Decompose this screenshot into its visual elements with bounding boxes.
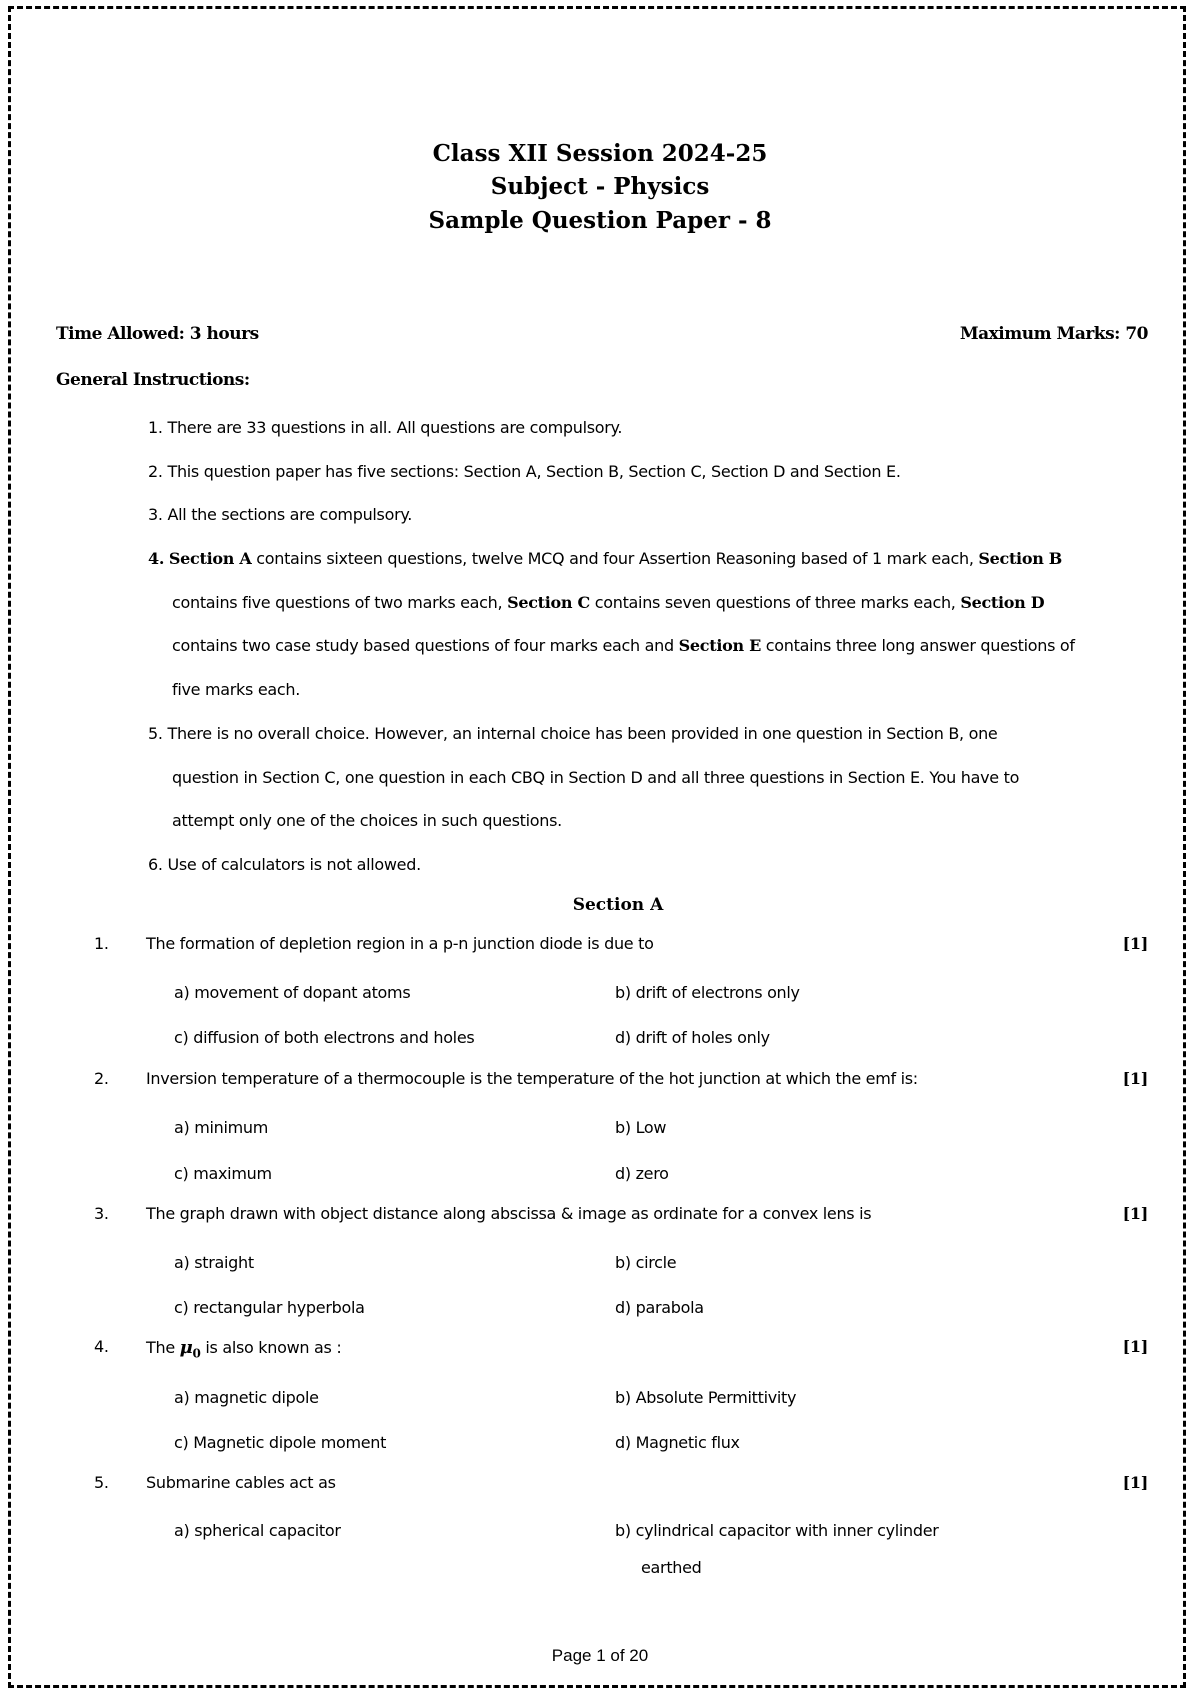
option-b: b) Low: [615, 1118, 667, 1137]
option-c: c) rectangular hyperbola: [174, 1298, 365, 1317]
question-row: [0, 1069, 1200, 1095]
option-b: b) cylindrical capacitor with inner cylinder: [615, 1521, 939, 1540]
question-row: [0, 1337, 1200, 1363]
instruction-item: [148, 493, 1146, 537]
question-text-start: The: [146, 1338, 180, 1357]
section-b-label: Section B: [978, 549, 1063, 568]
option-b: b) drift of electrons only: [615, 983, 800, 1002]
question-marks: [1]: [1122, 934, 1148, 953]
option-a: a) spherical capacitor: [174, 1521, 341, 1540]
instruction-number: 1.: [148, 418, 163, 437]
question-text-end: is also known as :: [200, 1338, 342, 1357]
instruction-text: This question paper has five sections: Section A, Section B, Section C, Section D and Section E.: [167, 462, 901, 481]
instruction-text: five marks each.: [172, 679, 301, 699]
question-number: 4.: [94, 1337, 109, 1356]
instruction-text: Use of calculators is not allowed.: [167, 855, 421, 874]
instruction-text: contains sixteen questions, twelve MCQ and four Assertion Reasoning based of 1 mark each,: [251, 549, 979, 568]
instruction-number: 2.: [148, 462, 163, 481]
option-d: d) drift of holes only: [615, 1028, 770, 1047]
option-b: b) circle: [615, 1253, 677, 1272]
maximum-marks: Maximum Marks: 70: [959, 324, 1148, 344]
option-d: d) parabola: [615, 1298, 704, 1317]
paper-subject-title: Subject - Physics: [490, 173, 710, 200]
section-a-heading: Section A: [572, 895, 664, 915]
instruction-number: 6.: [148, 855, 163, 874]
option-d: d) zero: [615, 1164, 669, 1183]
instruction-item: [148, 406, 1146, 450]
question-text: [146, 1337, 341, 1361]
instruction-item: [148, 712, 1146, 843]
paper-class-title: Class XII Session 2024-25: [432, 140, 768, 167]
option-c: c) diffusion of both electrons and holes: [174, 1028, 475, 1047]
instruction-text: All the sections are compulsory.: [167, 505, 413, 524]
time-allowed: Time Allowed: 3 hours: [56, 324, 259, 344]
instruction-item: [148, 450, 1146, 494]
question-text: Submarine cables act as: [146, 1473, 336, 1492]
question-row: [0, 934, 1200, 960]
question-text: The formation of depletion region in a p-n junction diode is due to: [146, 934, 654, 953]
option-c: c) maximum: [174, 1164, 272, 1183]
question-row: [0, 1204, 1200, 1230]
instruction-text: contains two case study based questions of four marks each and: [172, 636, 679, 655]
instructions-heading: General Instructions:: [56, 370, 250, 390]
option-d: d) Magnetic flux: [615, 1433, 740, 1452]
section-e-label: Section E: [678, 636, 761, 655]
option-b-continued: earthed: [641, 1558, 702, 1577]
instruction-number: 5.: [148, 724, 163, 743]
question-number: 1.: [94, 934, 109, 953]
section-a-label: Section A: [168, 549, 252, 568]
question-marks: [1]: [1122, 1069, 1148, 1088]
option-a: a) magnetic dipole: [174, 1388, 319, 1407]
question-marks: [1]: [1122, 1473, 1148, 1492]
instruction-item: [148, 843, 1146, 887]
section-d-label: Section D: [960, 592, 1045, 612]
question-text: Inversion temperature of a thermocouple is the temperature of the hot junction at which the emf is:: [146, 1069, 918, 1088]
question-marks: [1]: [1122, 1337, 1148, 1356]
instruction-number: 4.: [148, 549, 165, 568]
question-number: 2.: [94, 1069, 109, 1088]
instruction-text: There are 33 questions in all. All questions are compulsory.: [167, 418, 623, 437]
instruction-text: contains five questions of two marks each,: [172, 592, 508, 612]
mu-symbol: μ: [179, 1337, 193, 1358]
question-number: 3.: [94, 1204, 109, 1223]
instruction-text: question in Section C, one question in each CBQ in Section D and all three questions in Section E. You have to: [172, 767, 1020, 787]
option-a: a) movement of dopant atoms: [174, 983, 411, 1002]
mu-subscript: 0: [192, 1346, 201, 1361]
instruction-text: contains three long answer questions of: [760, 636, 1075, 655]
instruction-number: 3.: [148, 505, 163, 524]
option-a: a) minimum: [174, 1118, 269, 1137]
instruction-text: attempt only one of the choices in such questions.: [172, 811, 562, 830]
instruction-text: contains seven questions of three marks each,: [589, 592, 961, 612]
question-row: [0, 1473, 1200, 1499]
question-text: The graph drawn with object distance along abscissa & image as ordinate for a convex lens is: [146, 1204, 872, 1223]
option-c: c) Magnetic dipole moment: [174, 1433, 387, 1452]
question-marks: [1]: [1122, 1204, 1148, 1223]
option-b: b) Absolute Permittivity: [615, 1388, 797, 1407]
option-a: a) straight: [174, 1253, 254, 1272]
section-c-label: Section C: [507, 592, 590, 612]
page-number: Page 1 of 20: [551, 1646, 649, 1665]
question-number: 5.: [94, 1473, 109, 1492]
paper-number-title: Sample Question Paper - 8: [428, 207, 772, 234]
instruction-text: There is no overall choice. However, an internal choice has been provided in one question in Section B, one: [167, 724, 998, 743]
mu-zero-symbol: [179, 1337, 201, 1361]
instruction-item: [148, 537, 1146, 711]
